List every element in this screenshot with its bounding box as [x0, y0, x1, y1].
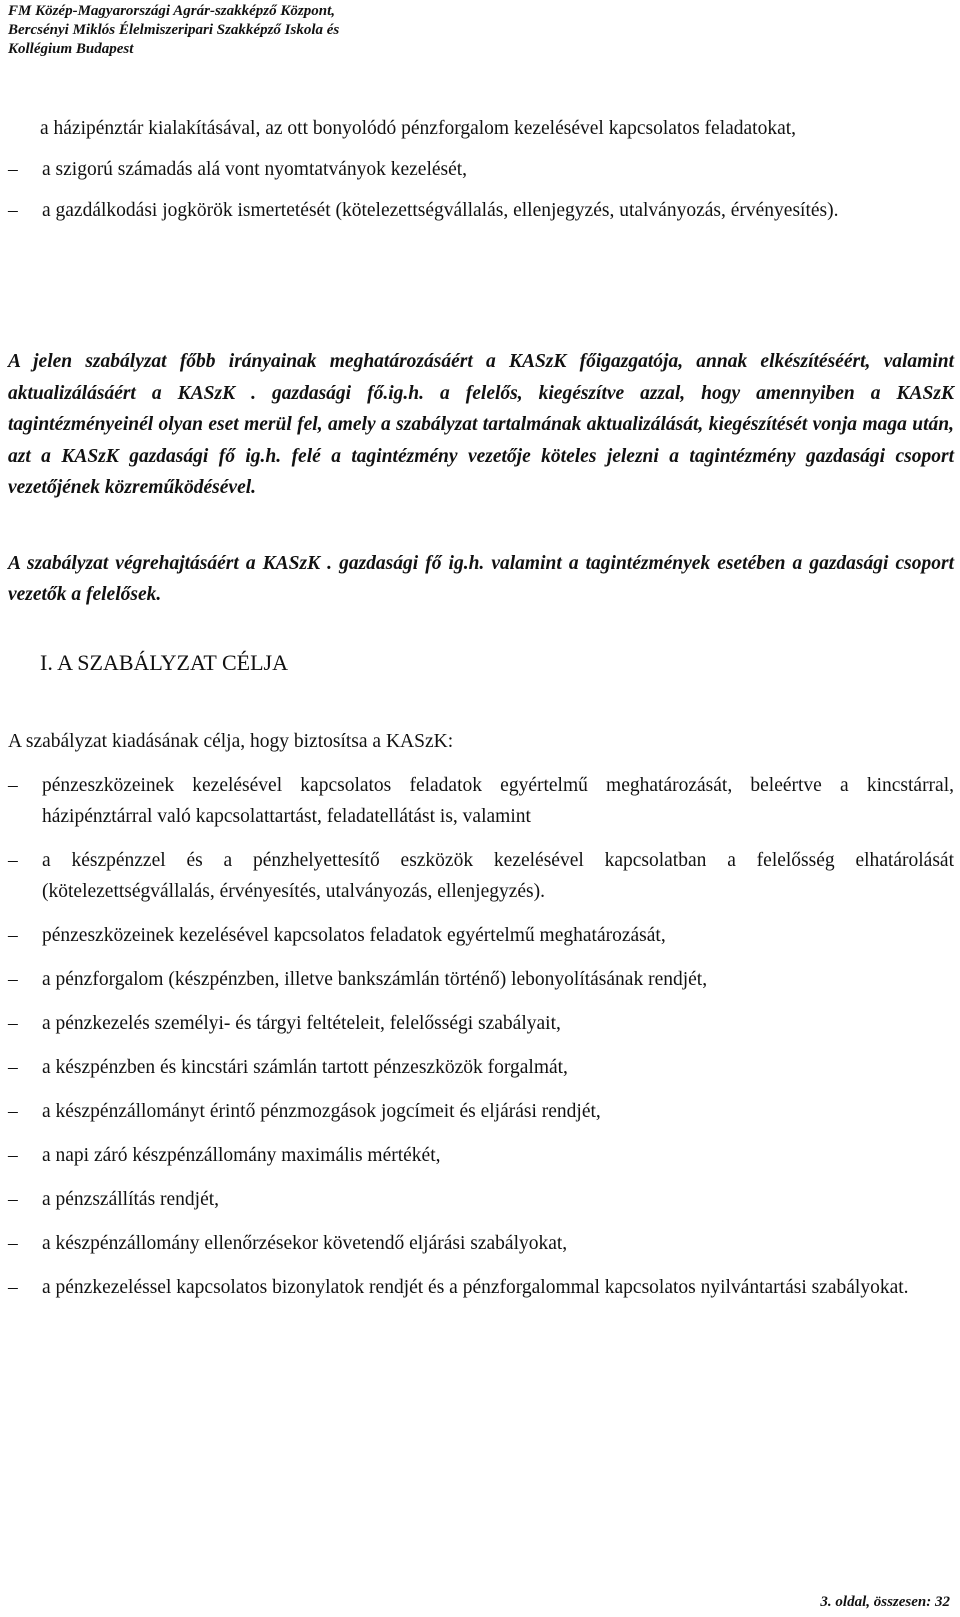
purpose-item-text: pénzeszközeinek kezelésével kapcsolatos feladatok egyértelmű meghatározását, beleértve a kincstárral, házipénztárral való kapcsolattartást, feladatellátást is, valamint	[42, 775, 954, 827]
header-line-3: Kollégium Budapest	[8, 41, 134, 57]
list-item	[8, 920, 954, 951]
dash-bullet: –	[8, 775, 18, 796]
intro-item-text: a házipénztár kialakításával, az ott bonyolódó pénzforgalom kezelésével kapcsolatos feladatokat,	[40, 118, 797, 139]
purpose-item-text: a pénzkezeléssel kapcsolatos bizonylatok rendjét és a pénzforgalommal kapcsolatos nyilvántartási szabályokat.	[42, 1277, 909, 1298]
dash-bullet: –	[8, 969, 18, 990]
intro-list	[8, 113, 954, 226]
purpose-item-text: a készpénzzel és a pénzhelyettesítő eszközök kezelésével kapcsolatban a felelősség elhatárolását (kötelezettségvállalás, érvényesítés, utalványozás, ellenjegyzés).	[42, 850, 954, 902]
purpose-item-text: pénzeszközeinek kezelésével kapcsolatos feladatok egyértelmű meghatározását,	[42, 925, 666, 946]
list-item	[8, 1008, 954, 1039]
list-item	[8, 195, 954, 226]
dash-bullet: –	[8, 850, 18, 871]
header-line-1: FM Közép-Magyarországi Agrár-szakképző Központ,	[8, 3, 335, 19]
purpose-list-block	[8, 770, 954, 1303]
list-item	[8, 1140, 954, 1171]
list-item	[8, 1272, 954, 1303]
list-item	[8, 1184, 954, 1215]
dash-bullet: –	[8, 1277, 18, 1298]
purpose-list	[8, 770, 954, 1303]
list-item	[8, 964, 954, 995]
header-line-2: Bercsényi Miklós Élelmiszeripari Szakképző Iskola és	[8, 22, 340, 38]
purpose-item-text: a készpénzállományt érintő pénzmozgások jogcímeit és eljárási rendjét,	[42, 1101, 601, 1122]
dash-bullet: –	[8, 159, 18, 180]
dash-bullet: –	[8, 1101, 18, 1122]
dash-bullet: –	[8, 925, 18, 946]
execution-paragraph: A szabályzat végrehajtásáért a KASzK . gazdasági fő ig.h. valamint a tagintézmények esetében a gazdasági csoport vezetők a felelősek.	[8, 553, 954, 605]
purpose-item-text: a pénzforgalom (készpénzben, illetve bankszámlán történő) lebonyolításának rendjét,	[42, 969, 708, 990]
list-item	[8, 1228, 954, 1259]
list-item	[8, 154, 954, 185]
responsibility-paragraph: A jelen szabályzat főbb irányainak meghatározásáért a KASzK főigazgatója, annak elkészítéséért, valamint aktualizálásáért a KASzK . gazdasági fő.ig.h. a felelős, kiegészítve azzal, hogy amennyiben a KASzK tagintézményeinél olyan eset merül fel, amely a szabályzat tartalmának aktualizálását, kiegészítését vonja maga után, azt a KASzK gazdasági fő ig.h. felé a tagintézmény vezetője köteles jelezni a tagintézmény gazdasági csoport vezetőjének közreműködésével.	[8, 351, 954, 498]
dash-bullet: –	[8, 1057, 18, 1078]
dash-bullet: –	[8, 1189, 18, 1210]
intro-item-text: a gazdálkodási jogkörök ismertetését (kötelezettségvállalás, ellenjegyzés, utalványozás, érvényesítés).	[42, 200, 839, 221]
purpose-item-text: a napi záró készpénzállomány maximális mértékét,	[42, 1145, 441, 1166]
intro-list-block	[8, 113, 954, 226]
dash-bullet: –	[8, 1145, 18, 1166]
section-heading: I. A SZABÁLYZAT CÉLJA	[40, 650, 288, 675]
purpose-intro: A szabályzat kiadásának célja, hogy biztosítsa a KASzK:	[8, 731, 454, 752]
list-item	[8, 770, 954, 832]
list-item	[8, 845, 954, 907]
dash-bullet: –	[8, 200, 18, 221]
list-item	[8, 1052, 954, 1083]
list-item	[8, 1096, 954, 1127]
document-header	[8, 2, 428, 59]
list-item	[8, 113, 954, 144]
dash-bullet: –	[8, 1233, 18, 1254]
purpose-item-text: a készpénzben és kincstári számlán tartott pénzeszközök forgalmát,	[42, 1057, 568, 1078]
dash-bullet: –	[8, 1013, 18, 1034]
purpose-item-text: a pénzszállítás rendjét,	[42, 1189, 220, 1210]
page-footer: 3. oldal, összesen: 32	[820, 1594, 950, 1610]
purpose-item-text: a készpénzállomány ellenőrzésekor követendő eljárási szabályokat,	[42, 1233, 568, 1254]
intro-item-text: a szigorú számadás alá vont nyomtatványok kezelését,	[42, 159, 468, 180]
purpose-item-text: a pénzkezelés személyi- és tárgyi feltételeit, felelősségi szabályait,	[42, 1013, 561, 1034]
